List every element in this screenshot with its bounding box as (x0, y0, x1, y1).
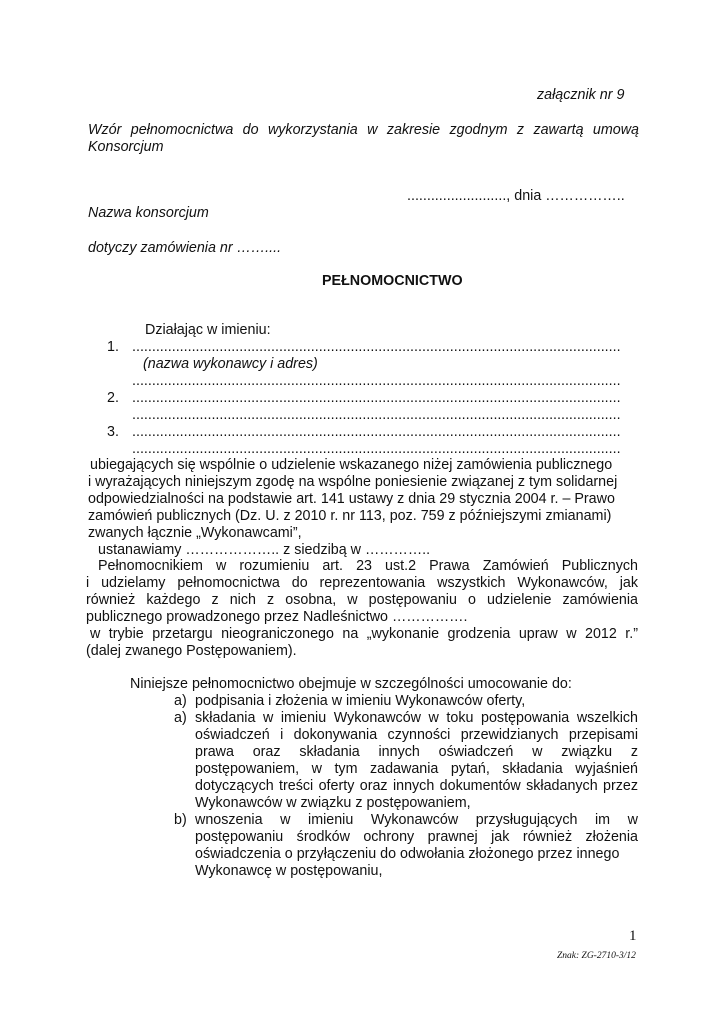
body-line: ubiegających się wspólnie o udzielenie wskazanego niżej zamówienia publicznego (90, 457, 613, 473)
contractor-name-hint: (nazwa wykonawcy i adres) (143, 356, 318, 372)
body-line: publicznego prowadzonego przez Nadleśnictwo ……………. (86, 609, 468, 625)
document-sign: Znak: ZG-2710-3/12 (557, 951, 636, 961)
place-date-line: ........................., dnia …………….. (407, 188, 625, 204)
item-number: 1. (107, 339, 119, 355)
document-title: PEŁNOMOCNICTWO (322, 273, 463, 289)
scope-item-line: składania w imieniu Wykonawców w toku postępowania wszelkich (195, 710, 638, 726)
dotted-line: ........................................................................................................................... (132, 390, 621, 406)
scope-item-line: wnoszenia w imieniu Wykonawców przysługujących im w (195, 812, 638, 828)
dotted-line: ........................................................................................................................... (132, 424, 621, 440)
scope-item-line: postępowaniem, w tym zadawania pytań, składania wyjaśnień (195, 761, 638, 777)
page-number: 1 (629, 928, 637, 944)
dotted-line: ........................................................................................................................... (132, 441, 621, 457)
scope-marker: b) (174, 812, 187, 828)
scope-item-line: Wykonawcę w postępowaniu, (195, 863, 383, 879)
body-line: odpowiedzialności na podstawie art. 141 ustawy z dnia 29 stycznia 2004 r. – Prawo (88, 491, 615, 507)
consortium-name: Nazwa konsorcjum (88, 205, 209, 221)
body-line: i wyrażających niniejszym zgodę na wspólne poniesienie związanej z tym solidarnej (88, 474, 618, 490)
body-line: zamówień publicznych (Dz. U. z 2010 r. nr 113, poz. 759 z późniejszymi zmianami) (88, 508, 612, 524)
acting-intro: Działając w imieniu: (145, 322, 271, 338)
scope-intro: Niniejsze pełnomocnictwo obejmuje w szczególności umocowanie do: (130, 676, 572, 692)
scope-item-line: prawa oraz składania innych oświadczeń w związku z (195, 744, 638, 760)
scope-item-line: Wykonawców w związku z postępowaniem, (195, 795, 471, 811)
body-line: (dalej zwanego Postępowaniem). (86, 643, 297, 659)
scope-marker: a) (174, 710, 187, 726)
body-line: w trybie przetargu nieograniczonego na „wykonanie grodzenia upraw w 2012 r.” (90, 626, 638, 642)
body-line: zwanych łącznie „Wykonawcami”, (88, 525, 302, 541)
body-line: i udzielamy pełnomocnictwa do reprezentowania wszystkich Wykonawców, jak (86, 575, 638, 591)
dotted-line: ........................................................................................................................... (132, 339, 621, 355)
template-description: Wzór pełnomocnictwa do wykorzystania w zakresie zgodnym z zawartą umową (88, 122, 639, 138)
scope-item-line: dotyczących treści oferty oraz innych dokumentów składanych przez (195, 778, 638, 794)
body-line: Pełnomocnikiem w rozumieniu art. 23 ust.2 Prawa Zamówień Publicznych (98, 558, 638, 574)
scope-marker: a) (174, 693, 187, 709)
dotted-line: ........................................................................................................................... (132, 407, 621, 423)
body-line: ustanawiamy ……………….. z siedzibą w ………….. (98, 542, 431, 558)
dotted-line: ........................................................................................................................... (132, 373, 621, 389)
scope-item-line: oświadczenia o przyłączeniu do odwołania złożonego przez innego (195, 846, 620, 862)
order-reference: dotyczy zamówienia nr …….... (88, 240, 282, 256)
scope-item-line: oświadczeń i dokonywania czynności przewidzianych przepisami (195, 727, 638, 743)
scope-item-line: postępowaniu środków ochrony prawnej jak również złożenia (195, 829, 638, 845)
template-description-cont: Konsorcjum (88, 139, 164, 155)
item-number: 3. (107, 424, 119, 440)
body-line: również każdego z nich z osobna, w postępowaniu o udzielenie zamówienia (86, 592, 638, 608)
scope-item-line: podpisania i złożenia w imieniu Wykonawców oferty, (195, 693, 526, 709)
attachment-label: załącznik nr 9 (537, 87, 625, 103)
item-number: 2. (107, 390, 119, 406)
